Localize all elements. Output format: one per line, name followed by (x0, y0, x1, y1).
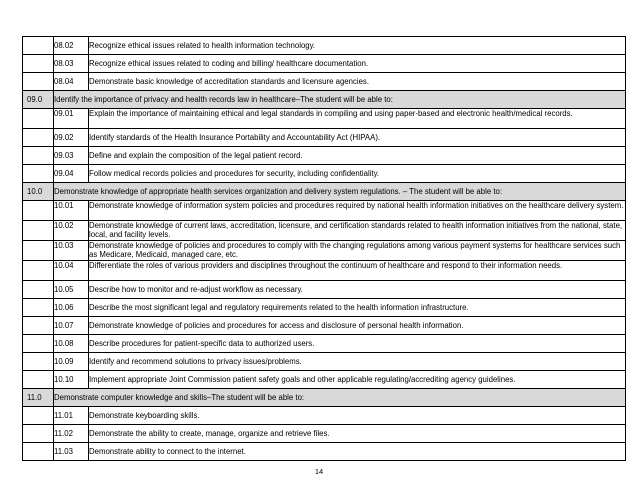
standard-number: 09.02 (54, 129, 89, 147)
standard-number: 11.03 (54, 443, 89, 461)
indent-cell (23, 201, 54, 221)
indent-cell (23, 241, 54, 261)
standard-row (23, 201, 626, 221)
indent-cell (23, 353, 54, 371)
indent-cell (23, 299, 54, 317)
standard-row (23, 407, 626, 425)
section-number: 11.0 (23, 389, 54, 407)
standard-row (23, 55, 626, 73)
standard-text: Recognize ethical issues related to coding and billing/ healthcare documentation. (89, 55, 626, 73)
standard-row (23, 221, 626, 241)
standard-number: 10.09 (54, 353, 89, 371)
standard-text: Demonstrate knowledge of current laws, accreditation, licensure, and certification standards related to health information initiatives from the national, state, local, and facility levels. (89, 221, 626, 241)
standard-number: 10.10 (54, 371, 89, 389)
standard-number: 10.06 (54, 299, 89, 317)
standard-text: Recognize ethical issues related to health information technology. (89, 37, 626, 55)
standard-row (23, 109, 626, 129)
standard-text: Implement appropriate Joint Commission patient safety goals and other applicable regulating/accrediting agency guidelines. (89, 371, 626, 389)
standard-text: Define and explain the composition of the legal patient record. (89, 147, 626, 165)
standard-row (23, 353, 626, 371)
page-number: 14 (314, 467, 324, 476)
indent-cell (23, 317, 54, 335)
indent-cell (23, 261, 54, 281)
standard-text: Demonstrate keyboarding skills. (89, 407, 626, 425)
standard-number: 10.04 (54, 261, 89, 281)
standard-number: 10.02 (54, 221, 89, 241)
section-row (23, 91, 626, 109)
indent-cell (23, 281, 54, 299)
standard-text: Describe procedures for patient-specific data to authorized users. (89, 335, 626, 353)
standard-row (23, 73, 626, 91)
standard-number: 09.03 (54, 147, 89, 165)
standard-text: Demonstrate knowledge of policies and procedures for access and disclosure of personal health information. (89, 317, 626, 335)
indent-cell (23, 221, 54, 241)
standard-number: 09.04 (54, 165, 89, 183)
indent-cell (23, 407, 54, 425)
standard-text: Describe the most significant legal and regulatory requirements related to the health information infrastructure. (89, 299, 626, 317)
standard-number: 10.01 (54, 201, 89, 221)
section-number: 10.0 (23, 183, 54, 201)
standard-number: 08.02 (54, 37, 89, 55)
standard-row (23, 129, 626, 147)
standard-text: Demonstrate knowledge of policies and procedures to comply with the changing regulations among various payment systems for healthcare services such as Medicare, Medicaid, managed care, etc. (89, 241, 626, 261)
indent-cell (23, 443, 54, 461)
section-row (23, 389, 626, 407)
indent-cell (23, 55, 54, 73)
standard-text: Identify and recommend solutions to privacy issues/problems. (89, 353, 626, 371)
standard-row (23, 241, 626, 261)
indent-cell (23, 129, 54, 147)
indent-cell (23, 37, 54, 55)
indent-cell (23, 109, 54, 129)
section-title: Demonstrate knowledge of appropriate health services organization and delivery system regulations. – The student will be able to: (54, 183, 626, 201)
section-row (23, 183, 626, 201)
standard-row (23, 37, 626, 55)
standard-row (23, 317, 626, 335)
standard-text: Follow medical records policies and procedures for security, including confidentiality. (89, 165, 626, 183)
standard-row (23, 335, 626, 353)
standard-row (23, 443, 626, 461)
standard-row (23, 165, 626, 183)
indent-cell (23, 335, 54, 353)
indent-cell (23, 371, 54, 389)
indent-cell (23, 73, 54, 91)
standard-text: Demonstrate the ability to create, manage, organize and retrieve files. (89, 425, 626, 443)
indent-cell (23, 147, 54, 165)
standard-text: Demonstrate knowledge of information system policies and procedures required by national health information initiatives on the healthcare delivery system. (89, 201, 626, 221)
standard-row (23, 371, 626, 389)
section-number: 09.0 (23, 91, 54, 109)
standard-row (23, 147, 626, 165)
standard-text: Demonstrate basic knowledge of accreditation standards and licensure agencies. (89, 73, 626, 91)
standard-number: 10.03 (54, 241, 89, 261)
standard-text: Explain the importance of maintaining ethical and legal standards in compiling and using paper-based and electronic health/medical records. (89, 109, 626, 129)
standards-table-body (23, 37, 626, 461)
standard-row (23, 261, 626, 281)
section-title: Demonstrate computer knowledge and skills–The student will be able to: (54, 389, 626, 407)
standard-row (23, 299, 626, 317)
standard-text: Differentiate the roles of various providers and disciplines throughout the continuum of healthcare and respond to their information needs. (89, 261, 626, 281)
indent-cell (23, 425, 54, 443)
standard-row (23, 281, 626, 299)
standard-number: 11.01 (54, 407, 89, 425)
standard-text: Describe how to monitor and re-adjust workflow as necessary. (89, 281, 626, 299)
section-title: Identify the importance of privacy and health records law in healthcare–The student will be able to: (54, 91, 626, 109)
standard-text: Identify standards of the Health Insurance Portability and Accountability Act (HIPAA). (89, 129, 626, 147)
indent-cell (23, 165, 54, 183)
standard-number: 08.04 (54, 73, 89, 91)
standard-text: Demonstrate ability to connect to the internet. (89, 443, 626, 461)
standards-table (22, 36, 626, 461)
standard-number: 10.08 (54, 335, 89, 353)
standard-number: 10.07 (54, 317, 89, 335)
standard-number: 10.05 (54, 281, 89, 299)
standard-row (23, 425, 626, 443)
standard-number: 09.01 (54, 109, 89, 129)
standard-number: 11.02 (54, 425, 89, 443)
standard-number: 08.03 (54, 55, 89, 73)
